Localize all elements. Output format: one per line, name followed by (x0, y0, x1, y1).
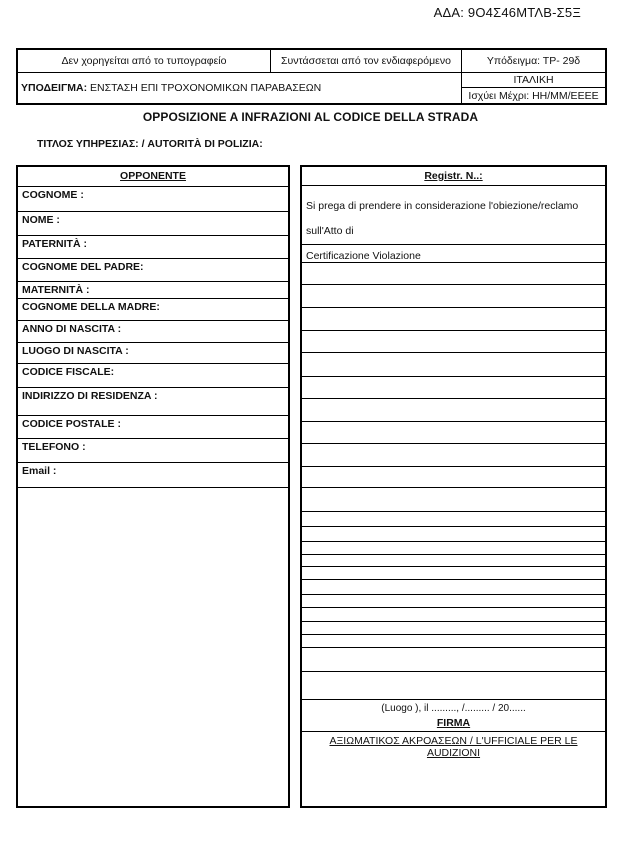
hearing-officer-row: ΑΞΙΩΜΑΤΙΚΟΣ ΑΚΡΟΑΣΕΩΝ / L'UFFICIALE PER LE AUDIZIONI (329, 735, 578, 759)
field-maternita: MATERNITÀ : (18, 282, 288, 299)
authority-label: ΤΙΤΛΟΣ ΥΠΗΡΕΣΙΑΣ: / AUTORITÀ DI POLIZIA: (37, 138, 263, 150)
registry-empty-row (302, 308, 605, 331)
cell-drafted-by-interested: Συντάσσεται από τον ενδιαφερόμενο (271, 50, 462, 72)
registry-empty-row (302, 263, 605, 285)
signature-label: FIRMA (436, 717, 471, 729)
registry-empty-row (302, 353, 605, 377)
registry-empty-row (302, 635, 605, 648)
field-cognome-della-madre: COGNOME DELLA MADRE: (18, 299, 288, 321)
registry-header: Registr. N..: (302, 167, 605, 186)
registry-empty-row (302, 512, 605, 527)
field-telefono: TELEFONO : (18, 439, 288, 463)
registry-empty-row (302, 567, 605, 580)
registry-empty-row (302, 377, 605, 399)
header-table (16, 48, 607, 105)
document-title: OPPOSIZIONE A INFRAZIONI AL CODICE DELLA STRADA (142, 110, 479, 124)
cell-model-number: Υπόδειγμα: ΤΡ- 29δ (486, 55, 581, 67)
registry-empty-row (302, 672, 605, 700)
header-right-stack (462, 73, 605, 103)
field-codice-fiscale: CODICE FISCALE: (18, 364, 288, 388)
registry-empty-row (302, 580, 605, 595)
opponent-header: OPPONENTE (18, 167, 288, 187)
model-label: ΥΠΟΔΕΙΓΜΑ: (21, 82, 88, 94)
cell-model-title (18, 73, 462, 103)
registry-empty-row (302, 422, 605, 444)
field-codice-postale: CODICE POSTALE : (18, 416, 288, 439)
cell-valid-until: Ισχύει Μέχρι: ΗΗ/ΜΜ/ΕΕΕΕ (468, 89, 599, 102)
header-row-1 (18, 50, 605, 73)
registry-empty-row (302, 648, 605, 672)
model-text: ΕΝΣΤΑΣΗ ΕΠΙ ΤΡΟΧΟΝΟΜΙΚΩΝ ΠΑΡΑΒΑΣΕΩΝ (87, 82, 322, 94)
registry-empty-row (302, 595, 605, 608)
registry-message-line2: Certificazione Violazione (306, 250, 421, 262)
registry-table (300, 165, 607, 808)
registry-empty-row (302, 467, 605, 488)
registry-message-line1: Si prega di prendere in considerazione l'obiezione/reclamo sull'Atto di (306, 200, 579, 237)
place-date-line: (Luogo ), il ........., /......... / 20...... (381, 703, 526, 714)
registry-empty-row (302, 331, 605, 353)
registry-empty-row (302, 245, 605, 263)
field-cognome-del-padre: COGNOME DEL PADRE: (18, 259, 288, 282)
cell-language: ΙΤΑΛΙΚΗ (462, 73, 605, 88)
opponent-empty-area (18, 488, 288, 806)
registry-empty-row (302, 542, 605, 555)
cell-not-provided-by-printer: Δεν χορηγείται από το τυπογραφείο (18, 50, 271, 72)
opponent-table (16, 165, 290, 808)
registry-empty-row (302, 608, 605, 622)
place-date-signature-row (302, 700, 605, 732)
field-nome: NOME : (18, 212, 288, 236)
registry-empty-row (302, 399, 605, 422)
registry-message (302, 186, 605, 262)
registry-empty-row (302, 444, 605, 467)
field-cognome: COGNOME : (18, 187, 288, 212)
registry-empty-row (302, 488, 605, 512)
field-luogo-di-nascita: LUOGO DI NASCITA : (18, 343, 288, 364)
registry-empty-row (302, 555, 605, 567)
field-paternita: PATERNITÀ : (18, 236, 288, 259)
registry-empty-row (302, 285, 605, 308)
registry-empty-row (302, 622, 605, 635)
field-email: Email : (18, 463, 288, 488)
header-row-2 (18, 73, 605, 103)
field-anno-di-nascita: ANNO DI NASCITA : (18, 321, 288, 343)
field-indirizzo-di-residenza: INDIRIZZO DI RESIDENZA : (18, 388, 288, 416)
ada-code: ΑΔΑ: 9Ο4Σ46ΜΤΛΒ-Σ5Ξ (433, 5, 581, 20)
registry-empty-row (302, 527, 605, 542)
